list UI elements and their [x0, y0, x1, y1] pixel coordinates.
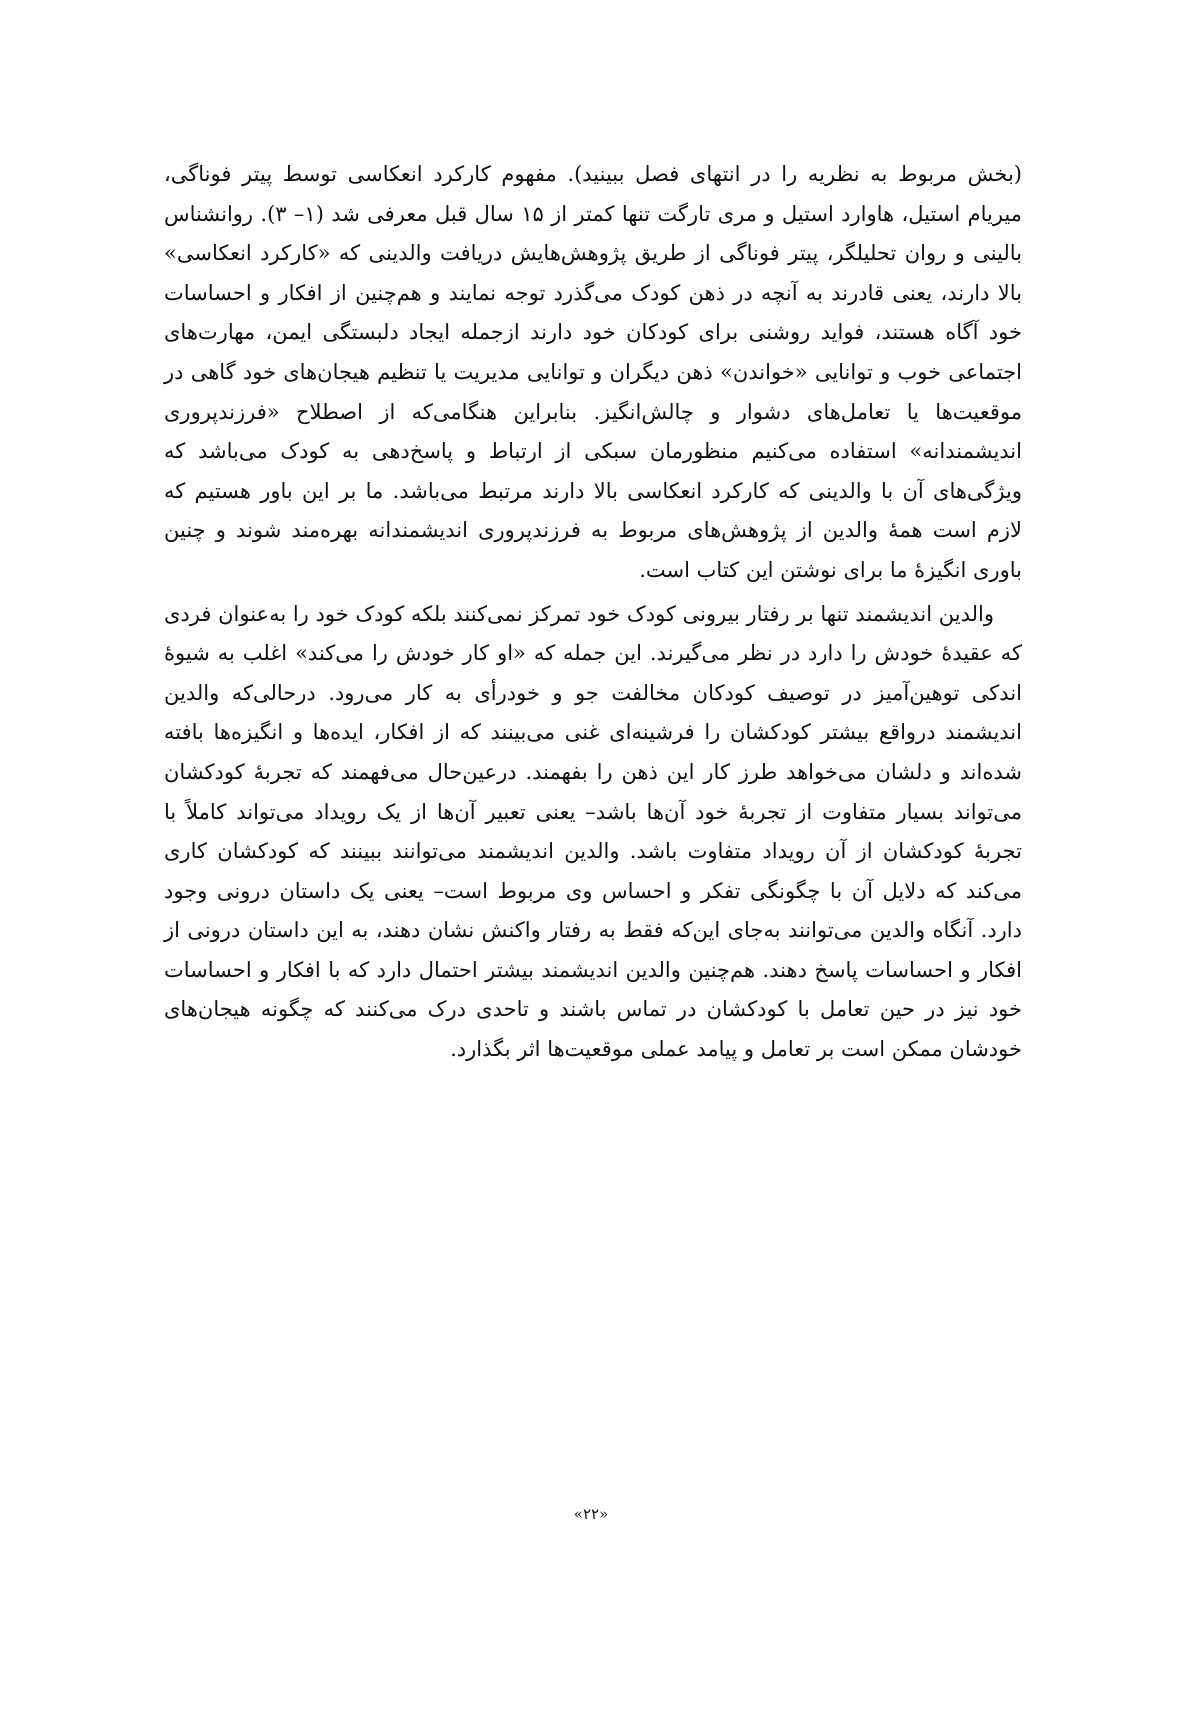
page-number: «۲۲» [573, 1505, 609, 1523]
body-text [164, 155, 1022, 1070]
paragraph-2: والدین اندیشمند تنها بر رفتار بیرونی کودک خود تمرکز نمی‌کنند بلکه کودک خود را به‌عنوان فردی که عقیدهٔ خودش را دارد در نظر می‌گیرند. این جمله که «او کار خودش را می‌کند» اغلب به شیوهٔ اندکی توهین‌آمیز در توصیف کودکان مخالفت جو و خودرأی به کار می‌رود. درحالی‌که والدین اندیشمند درواقع بیشتر کودکشان را فرشینه‌ای غنی می‌بینند که از افکار، ایده‌ها و انگیزه‌ها بافته شده‌اند و دلشان می‌خواهد طرز کار این ذهن را بفهمند. درعین‌حال می‌فهمند که تجربهٔ کودکشان می‌تواند بسیار متفاوت از تجربهٔ خود آن‌ها باشد– یعنی تعبیر آن‌ها از یک رویداد می‌تواند کاملاً با تجربهٔ کودکشان از آن رویداد متفاوت باشد. والدین اندیشمند می‌توانند ببینند که کودکشان کاری می‌کند که دلایل آن با چگونگی تفکر و احساس وی مربوط است– یعنی یک داستان درونی وجود دارد. آنگاه والدین می‌توانند به‌جای این‌که فقط به رفتار واکنش نشان دهند، به این داستان درونی از افکار و احساسات پاسخ دهند. هم‌چنین والدین اندیشمند بیشتر احتمال دارد که با افکار و احساسات خود نیز در حین تعامل با کودکشان در تماس باشند و تاحدی درک می‌کنند که چگونه هیجان‌های خودشان ممکن است بر تعامل و پیامد عملی موقعیت‌ها اثر بگذارد. [164, 601, 1022, 1062]
paragraph-1: (بخش مربوط به نظریه را در انتهای فصل ببینید). مفهوم کارکرد انعکاسی توسط پیتر فوناگی، میریام استیل، هاوارد استیل و مری تارگت تنها کمتر از ۱۵ سال قبل معرفی شد (۱– ۳). روانشناس بالینی و روان تحلیلگر، پیتر فوناگی از طریق پژوهش‌هایش دریافت والدینی که «کارکرد انعکاسی» بالا دارند، یعنی قادرند به آنچه در ذهن کودک می‌گذرد توجه نمایند و هم‌چنین از افکار و احساسات خود آگاه هستند، فواید روشنی برای کودکان خود دارند ازجمله ایجاد دلبستگی ایمن، مهارت‌های اجتماعی خوب و توانایی «خواندن» ذهن دیگران و توانایی مدیریت یا تنظیم هیجان‌های خود گاهی در موقعیت‌ها یا تعامل‌های دشوار و چالش‌انگیز. بنابراین هنگامی‌که از اصطلاح «فرزندپروری اندیشمندانه» استفاده می‌کنیم منظورمان سبکی از ارتباط و پاسخ‌دهی به کودک می‌باشد که ویژگی‌های آن با والدینی که کارکرد انعکاسی بالا دارند مرتبط می‌باشد. ما بر این باور هستیم که لازم است همهٔ والدین از پژوهش‌های مربوط به فرزندپروری اندیشمندانه بهره‌مند شوند و چنین باوری انگیزهٔ ما برای نوشتن این کتاب است. [164, 162, 1022, 582]
